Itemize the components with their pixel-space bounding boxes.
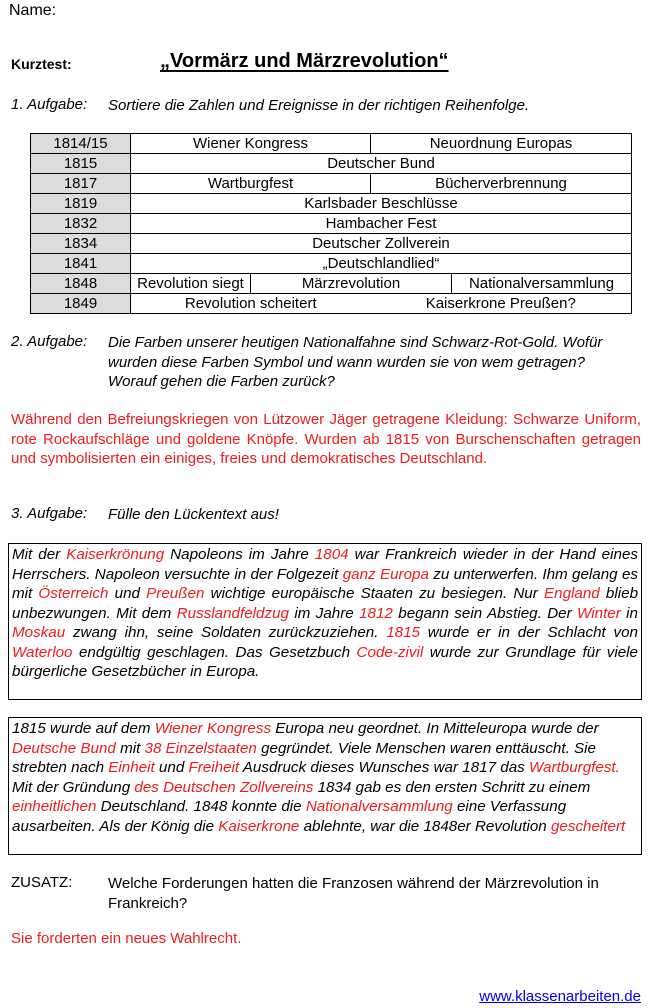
cloze-answer: 1804 (314, 546, 349, 563)
table-row (31, 294, 632, 314)
cloze-text: im Jahre (288, 604, 360, 622)
cloze-text: zu unterwerfen. Ihm gelang es mit (12, 565, 638, 602)
task2-number: 2. Aufgabe: (11, 333, 88, 350)
year-cell: 1848 (31, 274, 131, 294)
cloze-answer: Deutsche Bund (12, 739, 116, 757)
table-row (31, 274, 632, 294)
year-cell: 1841 (31, 254, 131, 274)
cloze-answer: des Deutschen Zollvereins (134, 778, 314, 796)
cloze-text: Ausdruck dieses Wunsches war 1817 das (239, 759, 529, 776)
event-cell: Hambacher Fest (131, 214, 632, 234)
event-cell: Bücherverbrennung (371, 174, 632, 194)
year-cell: 1832 (31, 214, 131, 234)
cloze-text: und (108, 585, 147, 602)
cloze-answer: Moskau (12, 624, 66, 641)
cloze-text: Mit der (12, 546, 67, 563)
cloze-answer: Wartburgfest. (528, 759, 620, 776)
zusatz-question: Welche Forderungen hatten die Franzosen während der Märzrevolution in Frankreich? (108, 875, 599, 912)
event-cell: Neuordnung Europas (371, 134, 632, 154)
event-cell: Nationalversammlung (452, 274, 632, 294)
cloze-text: mit (115, 739, 145, 757)
table-row (31, 134, 632, 154)
cloze-text-napoleon (8, 543, 642, 700)
cloze-answer: Code-zivil (356, 643, 424, 661)
cloze-answer: Waterloo (12, 643, 73, 661)
cloze-text: eine Verfassung ausarbeiten. Als der König die (12, 798, 567, 835)
task1-instruction: Sortiere die Zahlen und Ereignisse in der richtigen Reihenfolge. (108, 97, 530, 114)
cloze-text: begann sein Abstieg. Der (392, 604, 578, 622)
event-cell: Revolution siegt (131, 274, 251, 294)
cloze-text: gegründet. Viele Menschen waren enttäuscht. Sie strebten nach (12, 739, 596, 776)
timeline-table (30, 133, 632, 314)
cloze-text: Deutschland. 1848 konnte die (96, 798, 306, 815)
task3-number: 3. Aufgabe: (11, 505, 88, 522)
cloze-text: wurde zur Grundlage für viele bürgerliche Gesetzbücher in Europa. (12, 643, 638, 680)
task2-answer: Während den Befreiungskriegen von Lützower Jäger getragene Kleidung: Schwarze Uniform, rote Rockaufschläge und goldene Knöpfe. Wurden ab 1815 von Burschenschaften getragen und symbolisierten ein einiges, freies und demokratisches Deutschland. (11, 411, 641, 467)
cloze-answer: 1812 (359, 604, 393, 622)
cloze-text: blieb unbezwungen. Mit dem (12, 585, 639, 622)
cloze-answer: Wiener Kongress (154, 720, 272, 737)
cloze-answer: England (544, 585, 600, 602)
cloze-answer: Freiheit (188, 759, 240, 776)
table-row (31, 174, 632, 194)
event-cell: Märzrevolution (251, 274, 452, 294)
cloze-answer: Nationalversammlung (305, 798, 453, 815)
website-link[interactable]: www.klassenarbeiten.de (479, 988, 641, 1005)
event-cell: Deutscher Zollverein (131, 234, 632, 254)
year-cell: 1814/15 (31, 134, 131, 154)
cloze-text: Europa neu geordnet. In Mitteleuropa wurde der (271, 720, 599, 737)
cloze-text: in (620, 604, 638, 622)
year-cell: 1815 (31, 154, 131, 174)
table-row (31, 234, 632, 254)
year-cell: 1834 (31, 234, 131, 254)
cloze-answer: Winter (577, 604, 621, 622)
cloze-text: war Frankreich wieder in der Hand eines Herrschers. Napoleon versuchte in der Folgezeit (12, 546, 638, 583)
test-label: Kurztest: (11, 56, 72, 72)
cloze-answer: Preußen (146, 585, 205, 602)
task1-number: 1. Aufgabe: (11, 96, 88, 113)
cloze-text: wurde er in der Schlacht von (420, 624, 638, 641)
cloze-answer: ganz Europa (342, 565, 429, 583)
cloze-text: Mit der Gründung (12, 778, 135, 796)
table-row (31, 194, 632, 214)
page-title: „Vormärz und Märzrevolution“ (160, 50, 449, 72)
zusatz-label: ZUSATZ: (11, 874, 73, 891)
event-cell: Karlsbader Beschlüsse (131, 194, 632, 214)
task3-instruction: Fülle den Lückentext aus! (108, 506, 279, 523)
year-cell: 1819 (31, 194, 131, 214)
event-cell: Wiener Kongress (131, 134, 371, 154)
cloze-answer: Kaiserkrönung (66, 546, 165, 563)
cloze-text: 1834 gab es den ersten Schritt zu einem (313, 778, 591, 796)
cloze-answer: gescheitert (550, 817, 626, 835)
cloze-answer: einheitlichen (12, 798, 97, 815)
cloze-text: ablehnte, war die 1848er Revolution (299, 817, 551, 835)
cloze-answer: Kaiserkrone (218, 817, 300, 835)
cloze-text: Napoleons im Jahre (164, 546, 315, 563)
table-row (31, 254, 632, 274)
cloze-text: und (154, 759, 189, 776)
cloze-answer: Russlandfeldzug (176, 604, 289, 622)
zusatz-answer: Sie forderten ein neues Wahlrecht. (11, 930, 242, 947)
cloze-text: 1815 wurde auf dem (12, 720, 155, 737)
event-cell: Kaiserkrone Preußen? (371, 294, 632, 314)
task2-instruction: Die Farben unserer heutigen Nationalfahne sind Schwarz-Rot-Gold. Wofür wurden diese Farben Symbol und wann wurden sie von wem getragen? Worauf gehen die Farben zurück? (108, 334, 603, 390)
cloze-answer: Österreich (38, 585, 109, 602)
cloze-answer: 1815 (386, 624, 420, 641)
name-label: Name: (9, 2, 57, 19)
year-cell: 1849 (31, 294, 131, 314)
cloze-answer: 38 Einzelstaaten (144, 739, 257, 757)
cloze-text: zwang ihn, seine Soldaten zurückzuziehen. (65, 624, 387, 641)
event-cell: Wartburgfest (131, 174, 371, 194)
event-cell: Revolution scheitert (131, 294, 371, 314)
table-row (31, 154, 632, 174)
event-cell: Deutscher Bund (131, 154, 632, 174)
event-cell: „Deutschlandlied“ (131, 254, 632, 274)
cloze-text-vormaerz (8, 717, 642, 855)
year-cell: 1817 (31, 174, 131, 194)
cloze-text: endgültig geschlagen. Das Gesetzbuch (72, 643, 357, 661)
cloze-answer: Einheit (108, 759, 155, 776)
cloze-text: wichtige europäische Staaten zu besiegen. Nur (204, 585, 544, 602)
table-row (31, 214, 632, 234)
